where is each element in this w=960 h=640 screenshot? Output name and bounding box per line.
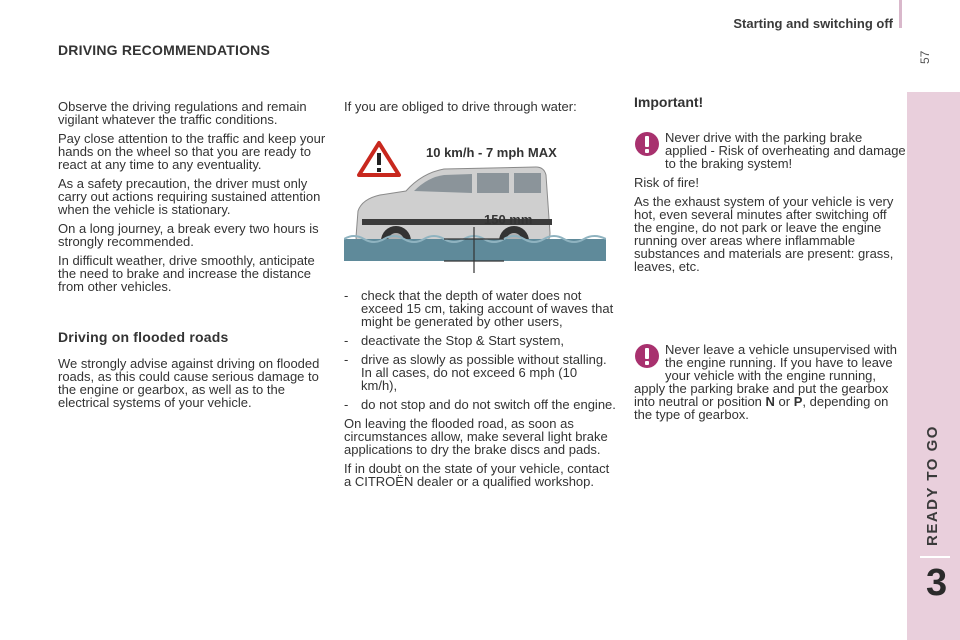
chapter-number: 3 <box>926 562 948 604</box>
gear-position-n: N <box>765 394 775 409</box>
speed-label: 10 km/h - 7 mph MAX <box>426 145 557 160</box>
list-item <box>344 334 616 347</box>
warning-text-or: or <box>774 394 794 409</box>
water-surface <box>344 239 606 261</box>
side-tab-label: READY TO GO <box>924 425 941 546</box>
paragraph: On a long journey, a break every two hours is strongly recommended. <box>58 221 319 249</box>
column-left <box>58 100 328 415</box>
list-item <box>344 398 616 411</box>
bullet-dash: - <box>344 397 349 412</box>
paragraph: As the exhaust system of your vehicle is very hot, even several minutes after switching off the engine, do not park or leave the engine running over areas where inflammable substances and materials are present: grass, leaves, etc. <box>634 194 894 274</box>
bullet-dash: - <box>344 333 349 348</box>
warning-text-main: Never leave a vehicle unsupervised with the engine running. If you have to leave your vehicle with the engine running, apply the parking brake and put the gearbox into neutral or position <box>634 342 897 409</box>
paragraph: Pay close attention to the traffic and keep your hands on the wheel so that you are ready to react at any time to any eventuality. <box>58 131 326 172</box>
flooded-roads-heading: Driving on flooded roads <box>58 329 229 345</box>
warning-text <box>634 343 906 421</box>
warning-text-end: , depending on the type of gearbox. <box>634 394 889 422</box>
column-right <box>634 96 906 427</box>
list-item <box>344 353 616 392</box>
bullet-text: check that the depth of water does not exceed 15 cm, taking account of waves that might be generated by other users, <box>361 288 614 329</box>
warning-block-parking-brake <box>634 131 906 273</box>
flooded-road-illustration <box>344 135 606 275</box>
paragraph: Risk of fire! <box>634 175 700 190</box>
paragraph: On leaving the flooded road, as soon as circumstances allow, make several light brake applications to dry the brake discs and pads. <box>344 416 608 457</box>
important-heading: Important! <box>634 94 704 110</box>
header-rule <box>899 0 902 28</box>
bullet-dash: - <box>344 352 349 367</box>
bullet-text: deactivate the Stop & Start system, <box>361 333 565 348</box>
paragraph: As a safety precaution, the driver must only carry out actions requiring sustained attention when the vehicle is stationary. <box>58 176 321 217</box>
bullet-list <box>344 289 616 411</box>
warning-text: Never drive with the parking brake applied - Risk of overheating and damage to the braking system! <box>665 130 906 171</box>
warning-block-engine-running <box>634 343 906 421</box>
exclamation-icon <box>634 131 660 157</box>
gear-position-p: P <box>793 394 803 409</box>
side-tab-divider <box>920 556 950 558</box>
exclamation-icon <box>634 343 660 369</box>
paragraph: If in doubt on the state of your vehicle, contact a CITROËN dealer or a qualified workshop. <box>344 461 610 489</box>
flooded-roads-text: We strongly advise against driving on flooded roads, as this could cause serious damage to the engine or gearbox, as well as to the electrical systems of your vehicle. <box>58 356 320 410</box>
bullet-text: do not stop and do not switch off the engine. <box>361 397 616 412</box>
bullet-text: drive as slowly as possible without stalling. In all cases, do not exceed 6 mph (10 km/h), <box>361 352 607 393</box>
paragraph: In difficult weather, drive smoothly, anticipate the need to brake and increase the distance from other vehicles. <box>58 253 315 294</box>
page-title: DRIVING RECOMMENDATIONS <box>58 42 271 58</box>
page-header-section: Starting and switching off <box>733 16 893 31</box>
paragraph: Observe the driving regulations and remain vigilant whatever the traffic conditions. <box>58 99 307 127</box>
depth-label: 150 mm <box>484 212 533 227</box>
list-item <box>344 289 616 328</box>
bullet-dash: - <box>344 288 349 303</box>
column-middle <box>344 100 616 494</box>
page-number: 57 <box>918 50 932 64</box>
intro-text: If you are obliged to drive through water: <box>344 99 577 114</box>
